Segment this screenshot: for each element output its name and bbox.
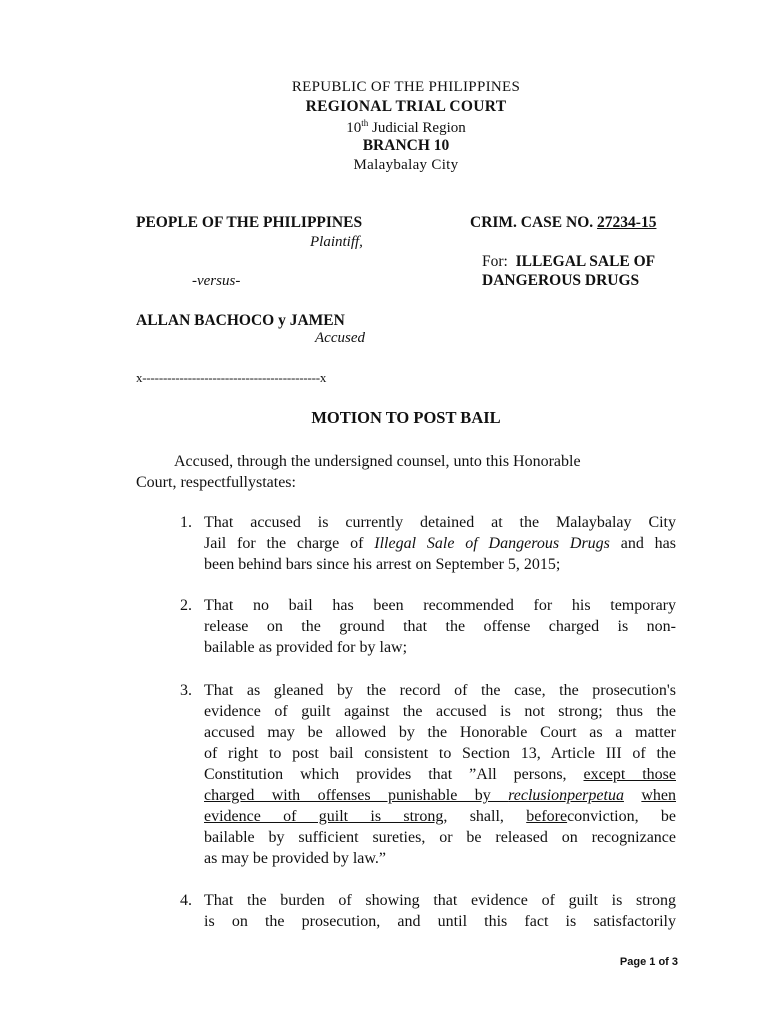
intro-line-2: Court, respectfullystates: — [136, 474, 296, 491]
item-1-line: That accused is currently detained at the Malaybalay City — [204, 514, 676, 531]
court-header: REGIONAL TRIAL COURT — [305, 98, 507, 115]
item-4-text — [204, 890, 676, 932]
republic-header: REPUBLIC OF THE PHILIPPINES — [291, 79, 521, 95]
item-3-line — [204, 785, 676, 806]
accused-role: Accused — [315, 330, 365, 346]
item-2-line: That no bail has been recommended for his temporary — [204, 597, 676, 614]
item-3-underlined: evidence of guilt is strong — [204, 808, 444, 825]
item-3-line: bailable by sufficient sureties, or be released on recognizance — [204, 829, 676, 846]
item-3-text-b: , shall, — [443, 808, 527, 825]
item-1-line: been behind bars since his arrest on September 5, 2015; — [204, 556, 561, 573]
caption-separator: x-------------------------------------------x — [136, 370, 327, 385]
plaintiff-role: Plaintiff, — [310, 234, 363, 250]
item-3-space — [624, 787, 641, 804]
item-3-line: as may be provided by law.” — [204, 850, 387, 867]
item-3-line: accused may be allowed by the Honorable Court as a matter — [204, 724, 676, 741]
offense-text-1: ILLEGAL SALE OF — [515, 253, 656, 270]
item-2-line: release on the ground that the offense charged is non- — [204, 618, 676, 635]
case-number-line — [470, 214, 656, 232]
item-2-line: bailable as provided for by law; — [204, 639, 408, 656]
item-3-text — [204, 680, 676, 869]
city-header: Malaybalay City — [353, 157, 459, 173]
item-2-text — [204, 595, 676, 658]
branch-header: BRANCH 10 — [362, 137, 450, 154]
item-number: 4. — [180, 892, 192, 909]
item-1-line — [204, 533, 676, 554]
region-suffix: th — [361, 118, 369, 128]
case-label: CRIM. CASE NO. — [470, 214, 598, 231]
item-4-line: is on the prosecution, and until this fact is satisfactorily — [204, 913, 676, 930]
item-3-text-a: Constitution which provides that ”All persons, — [204, 766, 584, 783]
item-1-charge: Illegal Sale of Dangerous Drugs — [374, 535, 610, 552]
intro-line-1: Accused, through the undersigned counsel, unto this Honorable — [174, 453, 581, 470]
case-number: 27234-15 — [597, 214, 657, 231]
region-text: Judicial Region — [368, 120, 466, 136]
item-3-line: evidence of guilt against the accused is not strong; thus the — [204, 703, 676, 720]
item-1-text — [204, 512, 676, 575]
region-number: 10 — [346, 120, 362, 136]
item-number: 2. — [180, 597, 192, 614]
for-label: For: — [482, 253, 508, 270]
item-3-underlined: charged with offenses punishable by — [204, 787, 509, 804]
offense-line-2: DANGEROUS DRUGS — [482, 272, 640, 289]
offense-line-1 — [482, 253, 655, 271]
item-1-text-a: Jail for the charge of — [204, 535, 375, 552]
versus-label: -versus- — [192, 273, 241, 289]
accused-name: ALLAN BACHOCO y JAMEN — [136, 312, 345, 329]
item-3-line: of right to post bail consistent to Section 13, Article III of the — [204, 745, 676, 762]
item-3-underlined: when — [641, 787, 677, 804]
item-3-penalty: reclusionperpetua — [508, 787, 624, 804]
item-3-underlined: before — [526, 808, 568, 825]
item-1-text-b: and has — [609, 535, 677, 552]
item-4-line: That the burden of showing that evidence of guilt is strong — [204, 892, 676, 909]
document-title: MOTION TO POST BAIL — [311, 408, 501, 427]
region-header — [0, 118, 768, 137]
item-3-line: That as gleaned by the record of the case, the prosecution's — [204, 682, 676, 699]
item-number: 1. — [180, 514, 192, 531]
item-3-line — [204, 764, 676, 785]
item-3-line — [204, 806, 676, 827]
plaintiff-name: PEOPLE OF THE PHILIPPINES — [136, 214, 363, 231]
item-3-text-c: conviction, be — [567, 808, 677, 825]
item-3-underlined: except those — [583, 766, 676, 783]
page-number: Page 1 of 3 — [619, 956, 678, 968]
item-number: 3. — [180, 682, 192, 699]
